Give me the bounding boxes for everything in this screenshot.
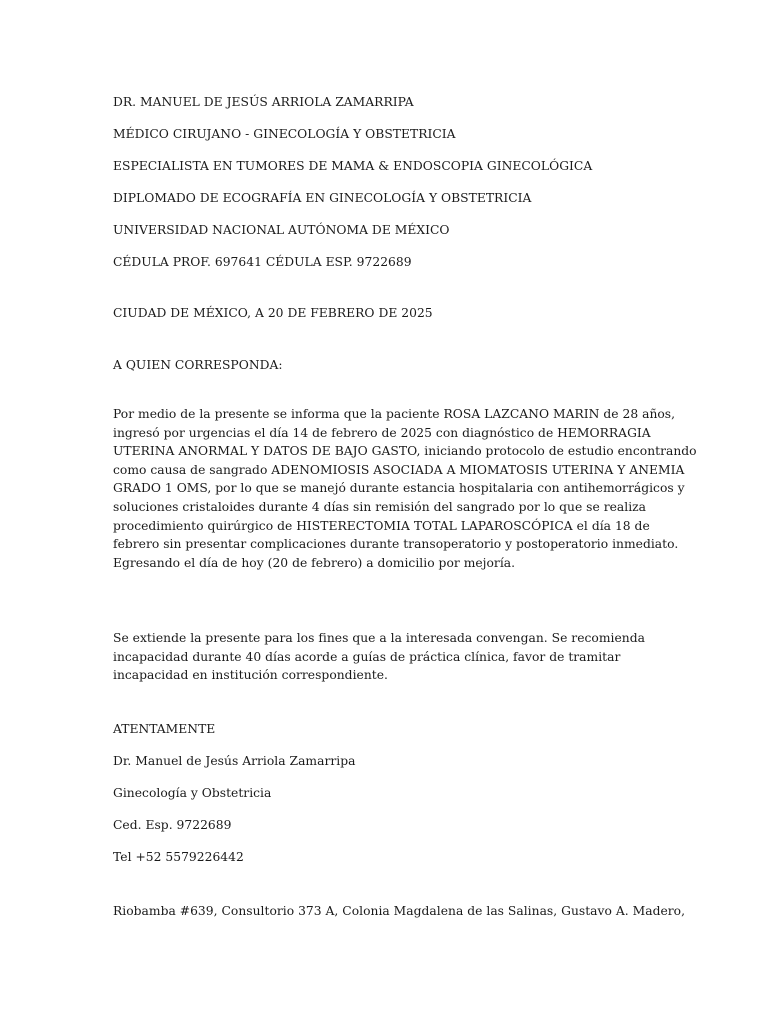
paragraph-line: febrero sin presentar complicaciones durante transoperatorio y postoperatorio inmediato. <box>113 537 679 552</box>
body-paragraph-2 <box>113 629 653 685</box>
paragraph-line: ingresó por urgencias el día 14 de febrero de 2025 con diagnóstico de HEMORRAGIA <box>113 425 651 440</box>
paragraph-line: Egresando el día de hoy (20 de febrero) a domicilio por mejoría. <box>113 555 516 570</box>
paragraph-line: procedimiento quirúrgico de HISTERECTOMIA TOTAL LAPAROSCÓPICA el día 18 de <box>113 518 650 533</box>
doctor-name-heading: DR. MANUEL DE JESÚS ARRIOLA ZAMARRIPA <box>113 95 414 109</box>
paragraph-line: como causa de sangrado ADENOMIOSIS ASOCIADA A MIOMATOSIS UTERINA Y ANEMIA <box>113 462 685 477</box>
signature-phone: Tel +52 5579226442 <box>113 850 244 864</box>
signature-specialty: Ginecología y Obstetricia <box>113 786 272 800</box>
date-line: CIUDAD DE MÉXICO, A 20 DE FEBRERO DE 2025 <box>113 306 433 320</box>
closing-atentamente: ATENTAMENTE <box>113 722 216 736</box>
paragraph-line: Se extiende la presente para los fines que a la interesada convengan. Se recomienda <box>113 631 645 645</box>
paragraph-line: incapacidad durante 40 días acorde a guías de práctica clínica, favor de tramitar <box>113 649 621 664</box>
paragraph-line: UTERINA ANORMAL Y DATOS DE BAJO GASTO, iniciando protocolo de estudio encontrando <box>113 444 697 459</box>
paragraph-line: GRADO 1 OMS, por lo que se manejó durante estancia hospitalaria con antihemorrágicos y <box>113 481 685 496</box>
doctor-title: MÉDICO CIRUJANO - GINECOLOGÍA Y OBSTETRICIA <box>113 127 456 141</box>
paragraph-line: soluciones cristaloides durante 4 días sin remisión del sangrado por lo que se realiza <box>113 499 647 514</box>
doctor-university: UNIVERSIDAD NACIONAL AUTÓNOMA DE MÉXICO <box>113 223 450 237</box>
office-address: Riobamba #639, Consultorio 373 A, Colonia Magdalena de las Salinas, Gustavo A. Madero, <box>113 904 686 918</box>
salutation: A QUIEN CORRESPONDA: <box>113 358 283 372</box>
doctor-cedulas: CÉDULA PROF. 697641 CÉDULA ESP. 9722689 <box>113 255 412 269</box>
paragraph-line: incapacidad en institución correspondiente. <box>113 668 388 683</box>
doctor-specialty: ESPECIALISTA EN TUMORES DE MAMA & ENDOSCOPIA GINECOLÓGICA <box>113 159 593 173</box>
signature-cedula: Ced. Esp. 9722689 <box>113 818 232 832</box>
body-paragraph-1 <box>113 405 697 572</box>
paragraph-line: Por medio de la presente se informa que la paciente ROSA LAZCANO MARIN de 28 años, <box>113 407 676 421</box>
signature-name: Dr. Manuel de Jesús Arriola Zamarripa <box>113 754 356 768</box>
doctor-diploma: DIPLOMADO DE ECOGRAFÍA EN GINECOLOGÍA Y OBSTETRICIA <box>113 191 532 205</box>
